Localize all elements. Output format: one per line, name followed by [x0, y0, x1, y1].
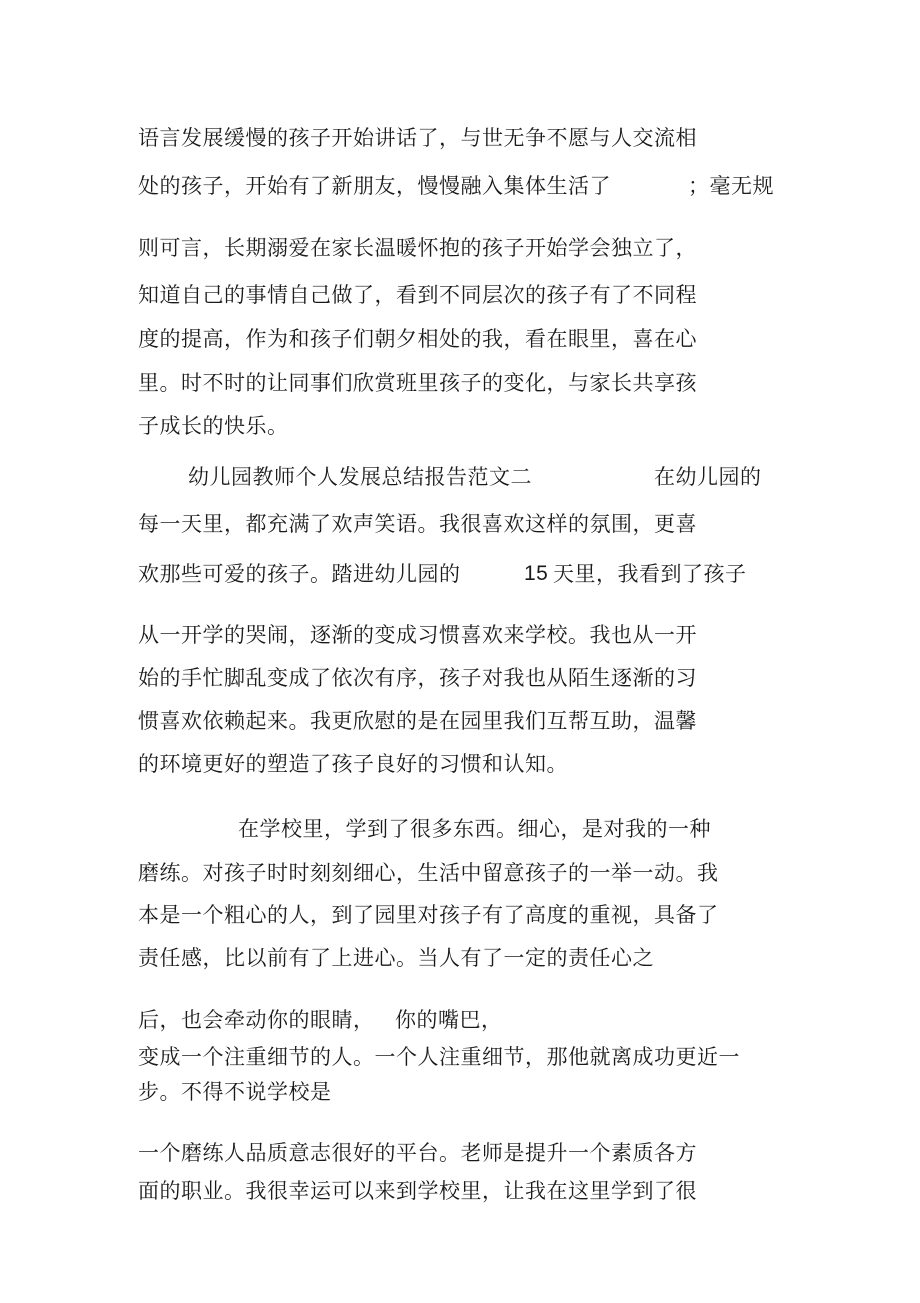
text-line: 面的职业。我很幸运可以来到学校里，让我在这里学到了很	[138, 1179, 697, 1203]
text-line: 变成一个注重细节的人。一个人注重细节，那他就离成功更近一	[138, 1045, 740, 1069]
text-line-segment: ；毫无规	[688, 174, 774, 198]
text-line: 子成长的快乐。	[138, 414, 289, 438]
paragraph-start-line: 在学校里，学到了很多东西。细心，是对我的一种	[238, 817, 711, 841]
text-line: 从一开学的哭闹，逐渐的变成习惯喜欢来学校。我也从一开	[138, 623, 697, 647]
text-line: 后，也会牵动你的眼睛，	[138, 1008, 375, 1032]
text-line: 则可言，长期溺爱在家长温暖怀抱的孩子开始学会独立了，	[138, 236, 697, 260]
text-line: 处的孩子，开始有了新朋友，慢慢融入集体生活了	[138, 174, 611, 198]
text-line: 责任感，比以前有了上进心。当人有了一定的责任心之	[138, 946, 654, 970]
text-line: 一个磨练人品质意志很好的平台。老师是提升一个素质各方	[138, 1141, 697, 1165]
text-line-segment: 在幼儿园的	[654, 465, 762, 489]
text-line: 惯喜欢依赖起来。我更欣慰的是在园里我们互帮互助，温馨	[138, 709, 697, 733]
text-line: 知道自己的事情自己做了，看到不同层次的孩子有了不同程	[138, 283, 697, 307]
text-line: 始的手忙脚乱变成了依次有序，孩子对我也从陌生逐渐的习	[138, 666, 697, 690]
text-line: 的环境更好的塑造了孩子良好的习惯和认知。	[138, 752, 568, 776]
text-line: 本是一个粗心的人，到了园里对孩子有了高度的重视，具备了	[138, 903, 719, 927]
text-line: 欢那些可爱的孩子。踏进幼儿园的	[138, 562, 461, 586]
section-heading: 幼儿园教师个人发展总结报告范文二	[188, 465, 532, 489]
text-line-segment: 天里，我看到了孩子	[553, 562, 747, 586]
text-line: 每一天里，都充满了欢声笑语。我很喜欢这样的氛围，更喜	[138, 512, 697, 536]
text-line: 里。时不时的让同事们欣赏班里孩子的变化，与家长共享孩	[138, 371, 697, 395]
text-line: 语言发展缓慢的孩子开始讲话了，与世无争不愿与人交流相	[138, 126, 697, 150]
text-line: 磨练。对孩子时时刻刻细心，生活中留意孩子的一举一动。我	[138, 861, 719, 885]
text-line-segment: 你的嘴巴，	[395, 1008, 503, 1032]
text-line: 度的提高，作为和孩子们朝夕相处的我，看在眼里，喜在心	[138, 327, 697, 351]
text-line: 步。不得不说学校是	[138, 1080, 332, 1104]
text-number: 15	[524, 562, 549, 585]
